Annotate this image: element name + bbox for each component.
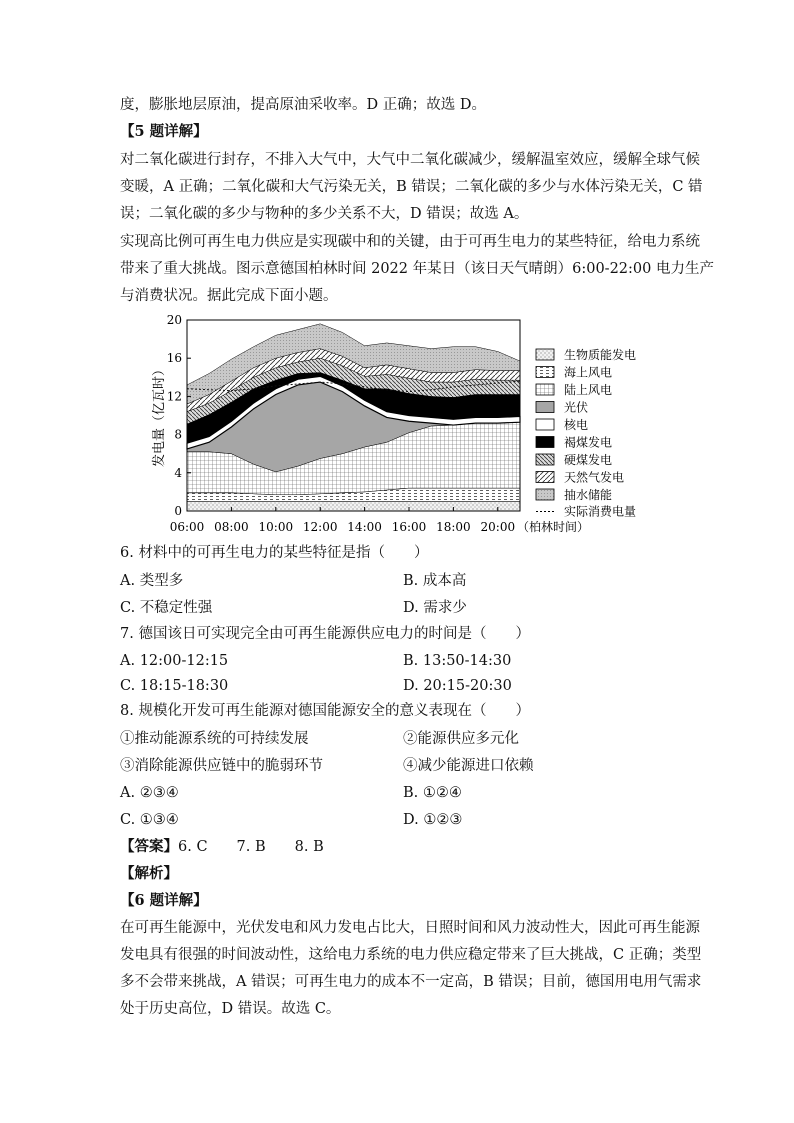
q6-stem: 6. 材料中的可再生电力的某些特征是指（ ） (120, 545, 429, 561)
q8-statement: ②能源供应多元化 (403, 731, 519, 747)
legend-label: 天然气发电 (564, 470, 625, 485)
x-tick-label: 08:00 (214, 520, 249, 534)
q5-heading: 【5 题详解】 (120, 123, 208, 140)
x-tick-label: 06:00 (169, 520, 205, 534)
legend-label: 硬煤发电 (564, 453, 613, 467)
legend-swatch (536, 349, 554, 360)
answer-values: 6. C 7. B 8. B (178, 839, 324, 855)
legend-label: 褐煤发电 (564, 435, 613, 450)
q5-line: 对二氧化碳进行封存，不排入大气中，大气中二氧化碳减少，缓解温室效应，缓解全球气候 (120, 152, 700, 168)
x-tick-label: 18:00 (436, 520, 471, 534)
q6-option-b[interactable]: B. 成本高 (403, 573, 467, 589)
y-tick-label: 20 (166, 313, 182, 327)
answer-label: 【答案】 (120, 838, 178, 855)
q6-option-c[interactable]: C. 不稳定性强 (120, 600, 213, 616)
q6-option-a[interactable]: A. 类型多 (120, 573, 184, 589)
q5-line: 误；二氧化碳的多少与物种的多少关系不大，D 错误；故选 A。 (120, 206, 529, 222)
legend-label-consumption: 实际消费电量 (564, 504, 637, 519)
legend-label: 抽水储能 (564, 488, 613, 502)
x-tick-label: 16:00 (391, 520, 427, 534)
legend-swatch (536, 384, 554, 395)
q8-option-d[interactable]: D. ①②③ (403, 812, 463, 828)
legend-swatch (536, 402, 554, 413)
y-tick-label: 8 (174, 427, 182, 442)
q6-detail-line: 在可再生能源中，光伏发电和风力发电占比大，日照时间和风力波动性大，因此可再生能源 (120, 920, 700, 936)
legend-swatch (536, 367, 554, 378)
q8-option-a[interactable]: A. ②③④ (120, 785, 179, 801)
legend-label: 生物质能发电 (564, 348, 637, 362)
q8-statement: ④减少能源进口依赖 (403, 758, 534, 774)
legend-swatch (536, 419, 554, 430)
intro-line: 实现高比例可再生电力供应是实现碳中和的关键，由于可再生电力的某些特征，给电力系统 (120, 234, 700, 250)
q6-option-d[interactable]: D. 需求少 (403, 600, 467, 616)
q7-option-b[interactable]: B. 13:50-14:30 (403, 653, 512, 669)
x-tick-label: 14:00 (347, 520, 382, 534)
legend-label: 陆上风电 (564, 383, 613, 397)
legend-swatch (536, 454, 554, 465)
q6-detail-line: 多不会带来挑战，A 错误；可再生电力的成本不一定高，B 错误；目前，德国用电用气需求 (120, 974, 702, 990)
q7-option-c[interactable]: C. 18:15-18:30 (120, 678, 229, 694)
y-axis-label: 发电量（亿瓦时） (152, 362, 167, 468)
y-tick-label: 16 (166, 351, 182, 366)
legend-swatch (536, 489, 554, 500)
intro-line: 带来了重大挑战。图示意德国柏林时间 2022 年某日（该日天气晴朗）6:00-22:00 电力生产 (120, 261, 714, 277)
legend-swatch (536, 437, 554, 448)
q7-option-a[interactable]: A. 12:00-12:15 (120, 653, 229, 669)
analysis-label: 【解析】 (120, 865, 178, 882)
q8-statement: ①推动能源系统的可持续发展 (120, 731, 309, 747)
y-tick-label: 12 (166, 389, 182, 404)
q8-stem: 8. 规模化开发可再生能源对德国能源安全的意义表现在（ ） (120, 703, 530, 719)
q5-line: 变暖，A 正确；二氧化碳和大气污染无关，B 错误；二氧化碳的多少与水体污染无关，C 错 (120, 179, 703, 195)
legend-label: 海上风电 (564, 365, 613, 380)
y-tick-label: 0 (174, 504, 182, 518)
answer-line (120, 838, 324, 856)
q6-detail-heading: 【6 题详解】 (120, 892, 208, 909)
y-tick-label: 4 (174, 465, 182, 480)
top-paragraph-line: 度，膨胀地层原油，提高原油采收率。D 正确；故选 D。 (120, 97, 486, 113)
q7-option-d[interactable]: D. 20:15-20:30 (403, 678, 512, 694)
q6-detail-line: 发电具有很强的时间波动性，这给电力系统的电力供应稳定带来了巨大挑战，C 正确；类型 (120, 947, 702, 963)
x-tick-label: 20:00 (480, 520, 516, 534)
legend-label: 光伏 (564, 400, 589, 415)
q8-option-b[interactable]: B. ①②④ (403, 785, 462, 801)
x-tick-label: 12:00 (302, 520, 338, 534)
legend-label: 核电 (564, 418, 589, 432)
q8-option-c[interactable]: C. ①③④ (120, 812, 179, 828)
q8-statement: ③消除能源供应链中的脆弱环节 (120, 758, 323, 774)
q7-stem: 7. 德国该日可实现完全由可再生能源供应电力的时间是（ ） (120, 626, 530, 642)
legend-swatch (536, 472, 554, 483)
area-series-0 (187, 501, 520, 511)
q6-detail-line: 处于历史高位，D 错误。故选 C。 (120, 1001, 341, 1017)
x-axis-unit-label: （柏林时间） (517, 520, 590, 534)
x-tick-label: 10:00 (258, 520, 294, 534)
power-chart (0, 0, 794, 545)
intro-line: 与消费状况。据此完成下面小题。 (120, 288, 338, 304)
